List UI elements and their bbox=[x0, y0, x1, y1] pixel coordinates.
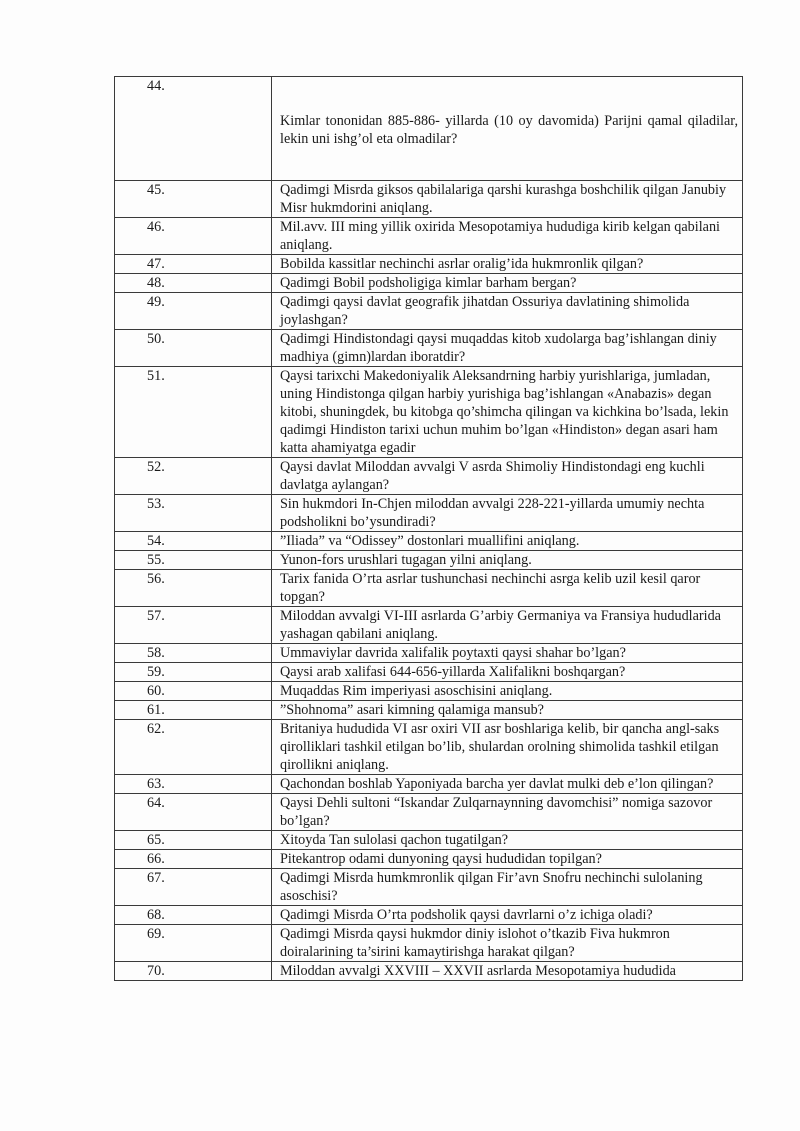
table-row bbox=[115, 831, 743, 850]
table-row bbox=[115, 570, 743, 607]
questions-table bbox=[114, 76, 743, 981]
question-text: Qadimgi Misrda O’rta podsholik qaysi davrlarni o’z ichiga oladi? bbox=[272, 906, 743, 925]
question-text: Qadimgi Misrda qaysi hukmdor diniy islohot o’tkazib Fiva hukmron doiralarining ta’sirini kamaytirishga harakat qilgan? bbox=[272, 925, 743, 962]
table-row bbox=[115, 458, 743, 495]
question-text: ”Shohnoma” asari kimning qalamiga mansub? bbox=[272, 701, 743, 720]
question-text: Tarix fanida O’rta asrlar tushunchasi nechinchi asrga kelib uzil kesil qaror topgan? bbox=[272, 570, 743, 607]
question-text: Qadimgi Hindistondagi qaysi muqaddas kitob xudolarga bag’ishlangan diniy madhiya (gimn)lardan iboratdir? bbox=[272, 330, 743, 367]
table-row bbox=[115, 644, 743, 663]
table-row bbox=[115, 532, 743, 551]
question-number: 69. bbox=[115, 925, 272, 962]
question-text: ”Iliada” va “Odissey” dostonlari muallifini aniqlang. bbox=[272, 532, 743, 551]
question-number: 66. bbox=[115, 850, 272, 869]
question-number: 68. bbox=[115, 906, 272, 925]
question-text: Kimlar tononidan 885-886- yillarda (10 oy davomida) Parijni qamal qiladilar, lekin uni ishg’ol eta olmadilar? bbox=[272, 77, 743, 181]
question-text: Pitekantrop odami dunyoning qaysi hududidan topilgan? bbox=[272, 850, 743, 869]
question-text: Qadimgi Misrda humkmronlik qilgan Fir’avn Snofru nechinchi sulolaning asoschisi? bbox=[272, 869, 743, 906]
question-number: 70. bbox=[115, 962, 272, 981]
question-text: Qaysi Dehli sultoni “Iskandar Zulqarnaynning davomchisi” nomiga sazovor bo’lgan? bbox=[272, 794, 743, 831]
table-row bbox=[115, 850, 743, 869]
question-number: 52. bbox=[115, 458, 272, 495]
question-text: Miloddan avvalgi XXVIII – XXVII asrlarda Mesopotamiya hududida bbox=[272, 962, 743, 981]
table-row bbox=[115, 181, 743, 218]
question-number: 53. bbox=[115, 495, 272, 532]
question-number: 62. bbox=[115, 720, 272, 775]
question-number: 46. bbox=[115, 218, 272, 255]
table-row bbox=[115, 218, 743, 255]
question-text: Britaniya hududida VI asr oxiri VII asr boshlariga kelib, bir qancha angl-saks qirolliklari tashkil etilgan bo’lib, shulardan orolning shimolida tashkil etilgan qirollikni aniqlang. bbox=[272, 720, 743, 775]
question-text: Bobilda kassitlar nechinchi asrlar oralig’ida hukmronlik qilgan? bbox=[272, 255, 743, 274]
table-row bbox=[115, 794, 743, 831]
table-row bbox=[115, 701, 743, 720]
question-text: Qadimgi qaysi davlat geografik jihatdan Ossuriya davlatining shimolida joylashgan? bbox=[272, 293, 743, 330]
table-row bbox=[115, 720, 743, 775]
question-text: Sin hukmdori In-Chjen miloddan avvalgi 228-221-yillarda umumiy nechta podsholikni bo’ysundiradi? bbox=[272, 495, 743, 532]
question-number: 58. bbox=[115, 644, 272, 663]
question-text: Ummaviylar davrida xalifalik poytaxti qaysi shahar bo’lgan? bbox=[272, 644, 743, 663]
question-number: 60. bbox=[115, 682, 272, 701]
table-row bbox=[115, 682, 743, 701]
question-number: 47. bbox=[115, 255, 272, 274]
table-row bbox=[115, 663, 743, 682]
question-text: Xitoyda Tan sulolasi qachon tugatilgan? bbox=[272, 831, 743, 850]
question-number: 61. bbox=[115, 701, 272, 720]
question-number: 49. bbox=[115, 293, 272, 330]
table-row bbox=[115, 607, 743, 644]
question-number: 51. bbox=[115, 367, 272, 458]
question-number: 45. bbox=[115, 181, 272, 218]
questions-table-body bbox=[115, 77, 743, 981]
question-number: 59. bbox=[115, 663, 272, 682]
question-text: Qadimgi Misrda giksos qabilalariga qarshi kurashga boshchilik qilgan Janubiy Misr hukmdorini aniqlang. bbox=[272, 181, 743, 218]
question-text: Yunon-fors urushlari tugagan yilni aniqlang. bbox=[272, 551, 743, 570]
table-row bbox=[115, 293, 743, 330]
table-row bbox=[115, 775, 743, 794]
question-number: 57. bbox=[115, 607, 272, 644]
question-text: Qaysi davlat Miloddan avvalgi V asrda Shimoliy Hindistondagi eng kuchli davlatga aylangan? bbox=[272, 458, 743, 495]
table-row bbox=[115, 367, 743, 458]
table-row bbox=[115, 906, 743, 925]
table-row bbox=[115, 495, 743, 532]
question-number: 64. bbox=[115, 794, 272, 831]
table-row bbox=[115, 255, 743, 274]
question-number: 56. bbox=[115, 570, 272, 607]
question-number: 67. bbox=[115, 869, 272, 906]
question-number: 55. bbox=[115, 551, 272, 570]
question-number: 48. bbox=[115, 274, 272, 293]
table-row bbox=[115, 869, 743, 906]
question-number: 50. bbox=[115, 330, 272, 367]
table-row bbox=[115, 77, 743, 181]
table-row bbox=[115, 551, 743, 570]
table-row bbox=[115, 925, 743, 962]
table-row bbox=[115, 274, 743, 293]
question-number: 65. bbox=[115, 831, 272, 850]
question-text: Qaysi tarixchi Makedoniyalik Aleksandrning harbiy yurishlariga, jumladan, uning Hindistonga qilgan harbiy yurishiga bag’ishlangan «Anabazis» degan kitobi, shuningdek, bu kitobga qo’shimcha qilingan va kichkina bo’lsada, lekin qadimgi Hindiston tarixi uchun muhim bo’lgan «Hindiston» degan asari ham katta ahamiyatga egadir bbox=[272, 367, 743, 458]
table-row bbox=[115, 330, 743, 367]
question-text: Qaysi arab xalifasi 644-656-yillarda Xalifalikni boshqargan? bbox=[272, 663, 743, 682]
question-text: Miloddan avvalgi VI-III asrlarda G’arbiy Germaniya va Fransiya hududlarida yashagan qabilani aniqlang. bbox=[272, 607, 743, 644]
question-text: Qachondan boshlab Yaponiyada barcha yer davlat mulki deb e’lon qilingan? bbox=[272, 775, 743, 794]
table-row bbox=[115, 962, 743, 981]
question-number: 63. bbox=[115, 775, 272, 794]
question-number: 54. bbox=[115, 532, 272, 551]
question-text: Muqaddas Rim imperiyasi asoschisini aniqlang. bbox=[272, 682, 743, 701]
question-number: 44. bbox=[115, 77, 272, 181]
question-text: Mil.avv. III ming yillik oxirida Mesopotamiya hududiga kirib kelgan qabilani aniqlang. bbox=[272, 218, 743, 255]
question-text: Qadimgi Bobil podsholigiga kimlar barham bergan? bbox=[272, 274, 743, 293]
